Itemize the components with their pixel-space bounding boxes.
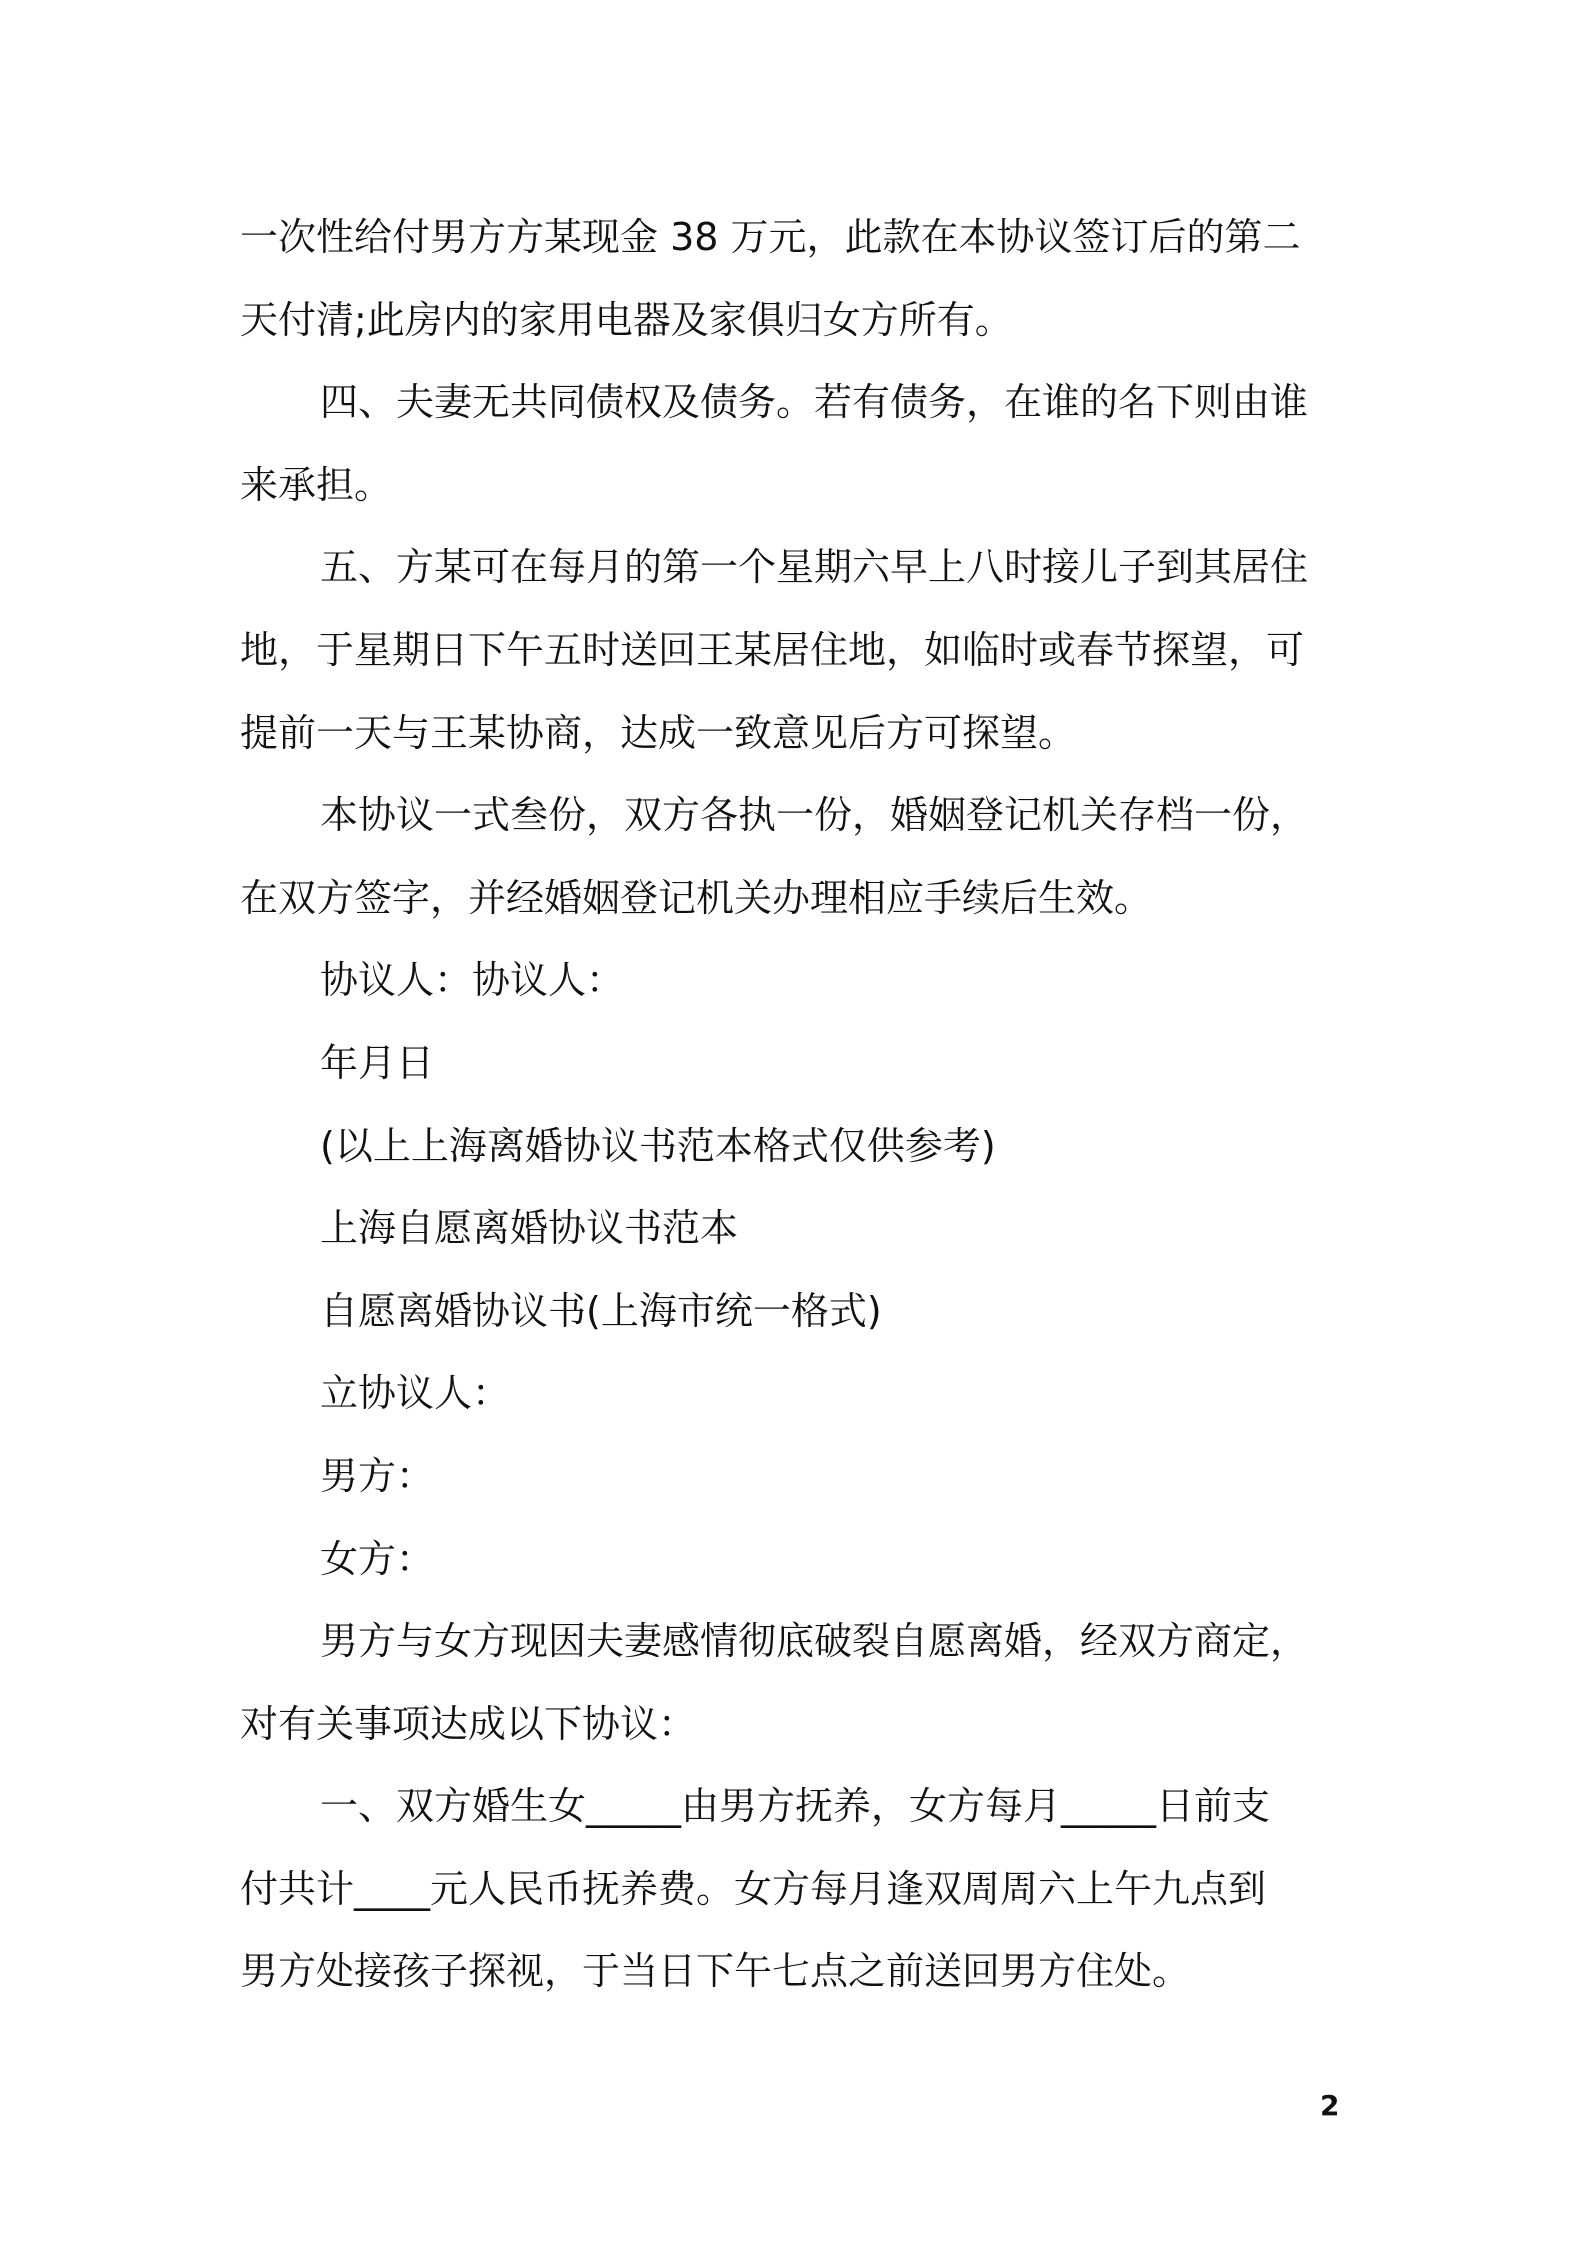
text-line: 立协议人： bbox=[320, 1371, 511, 1416]
text-line: 在双方签字，并经婚姻登记机关办理相应手续后生效。 bbox=[240, 875, 1153, 920]
text-line: 对有关事项达成以下协议： bbox=[240, 1701, 697, 1746]
text-line: 年月日 bbox=[320, 1040, 435, 1085]
text-line: 五、方某可在每月的第一个星期六早上八时接儿子到其居住 bbox=[320, 545, 1309, 590]
text-line: 一、双方婚生女_____由男方抚养，女方每月_____日前支 bbox=[320, 1784, 1271, 1829]
text-line: 付共计____元人民币抚养费。女方每月逢双周周六上午九点到 bbox=[240, 1866, 1267, 1911]
document-body bbox=[240, 196, 1356, 2013]
text-line: 来承担。 bbox=[240, 462, 393, 507]
text-line: 天付清;此房内的家用电器及家俱归女方所有。 bbox=[240, 297, 1013, 342]
text-line: 女方： bbox=[320, 1536, 435, 1581]
text-line: 协议人：协议人： bbox=[320, 958, 625, 1003]
text-line: (以上上海离婚协议书范本格式仅供参考) bbox=[320, 1123, 996, 1168]
text-line: 自愿离婚协议书(上海市统一格式) bbox=[320, 1288, 882, 1333]
text-line: 一次性给付男方方某现金 38 万元，此款在本协议签订后的第二 bbox=[240, 215, 1301, 259]
text-line: 男方： bbox=[320, 1453, 435, 1498]
page-number: 2 bbox=[1320, 2089, 1340, 2122]
text-line: 四、夫妻无共同债权及债务。若有债务，在谁的名下则由谁 bbox=[320, 380, 1309, 425]
text-line: 提前一天与王某协商，达成一致意见后方可探望。 bbox=[240, 710, 1077, 755]
text-line: 本协议一式叁份，双方各执一份，婚姻登记机关存档一份， bbox=[320, 793, 1309, 838]
text-line: 男方处接孩子探视，于当日下午七点之前送回男方住处。 bbox=[240, 1949, 1191, 1994]
text-line: 男方与女方现因夫妻感情彻底破裂自愿离婚，经双方商定， bbox=[320, 1619, 1309, 1664]
text-line: 地，于星期日下午五时送回王某居住地，如临时或春节探望，可 bbox=[240, 627, 1305, 672]
text-line: 上海自愿离婚协议书范本 bbox=[320, 1206, 739, 1251]
